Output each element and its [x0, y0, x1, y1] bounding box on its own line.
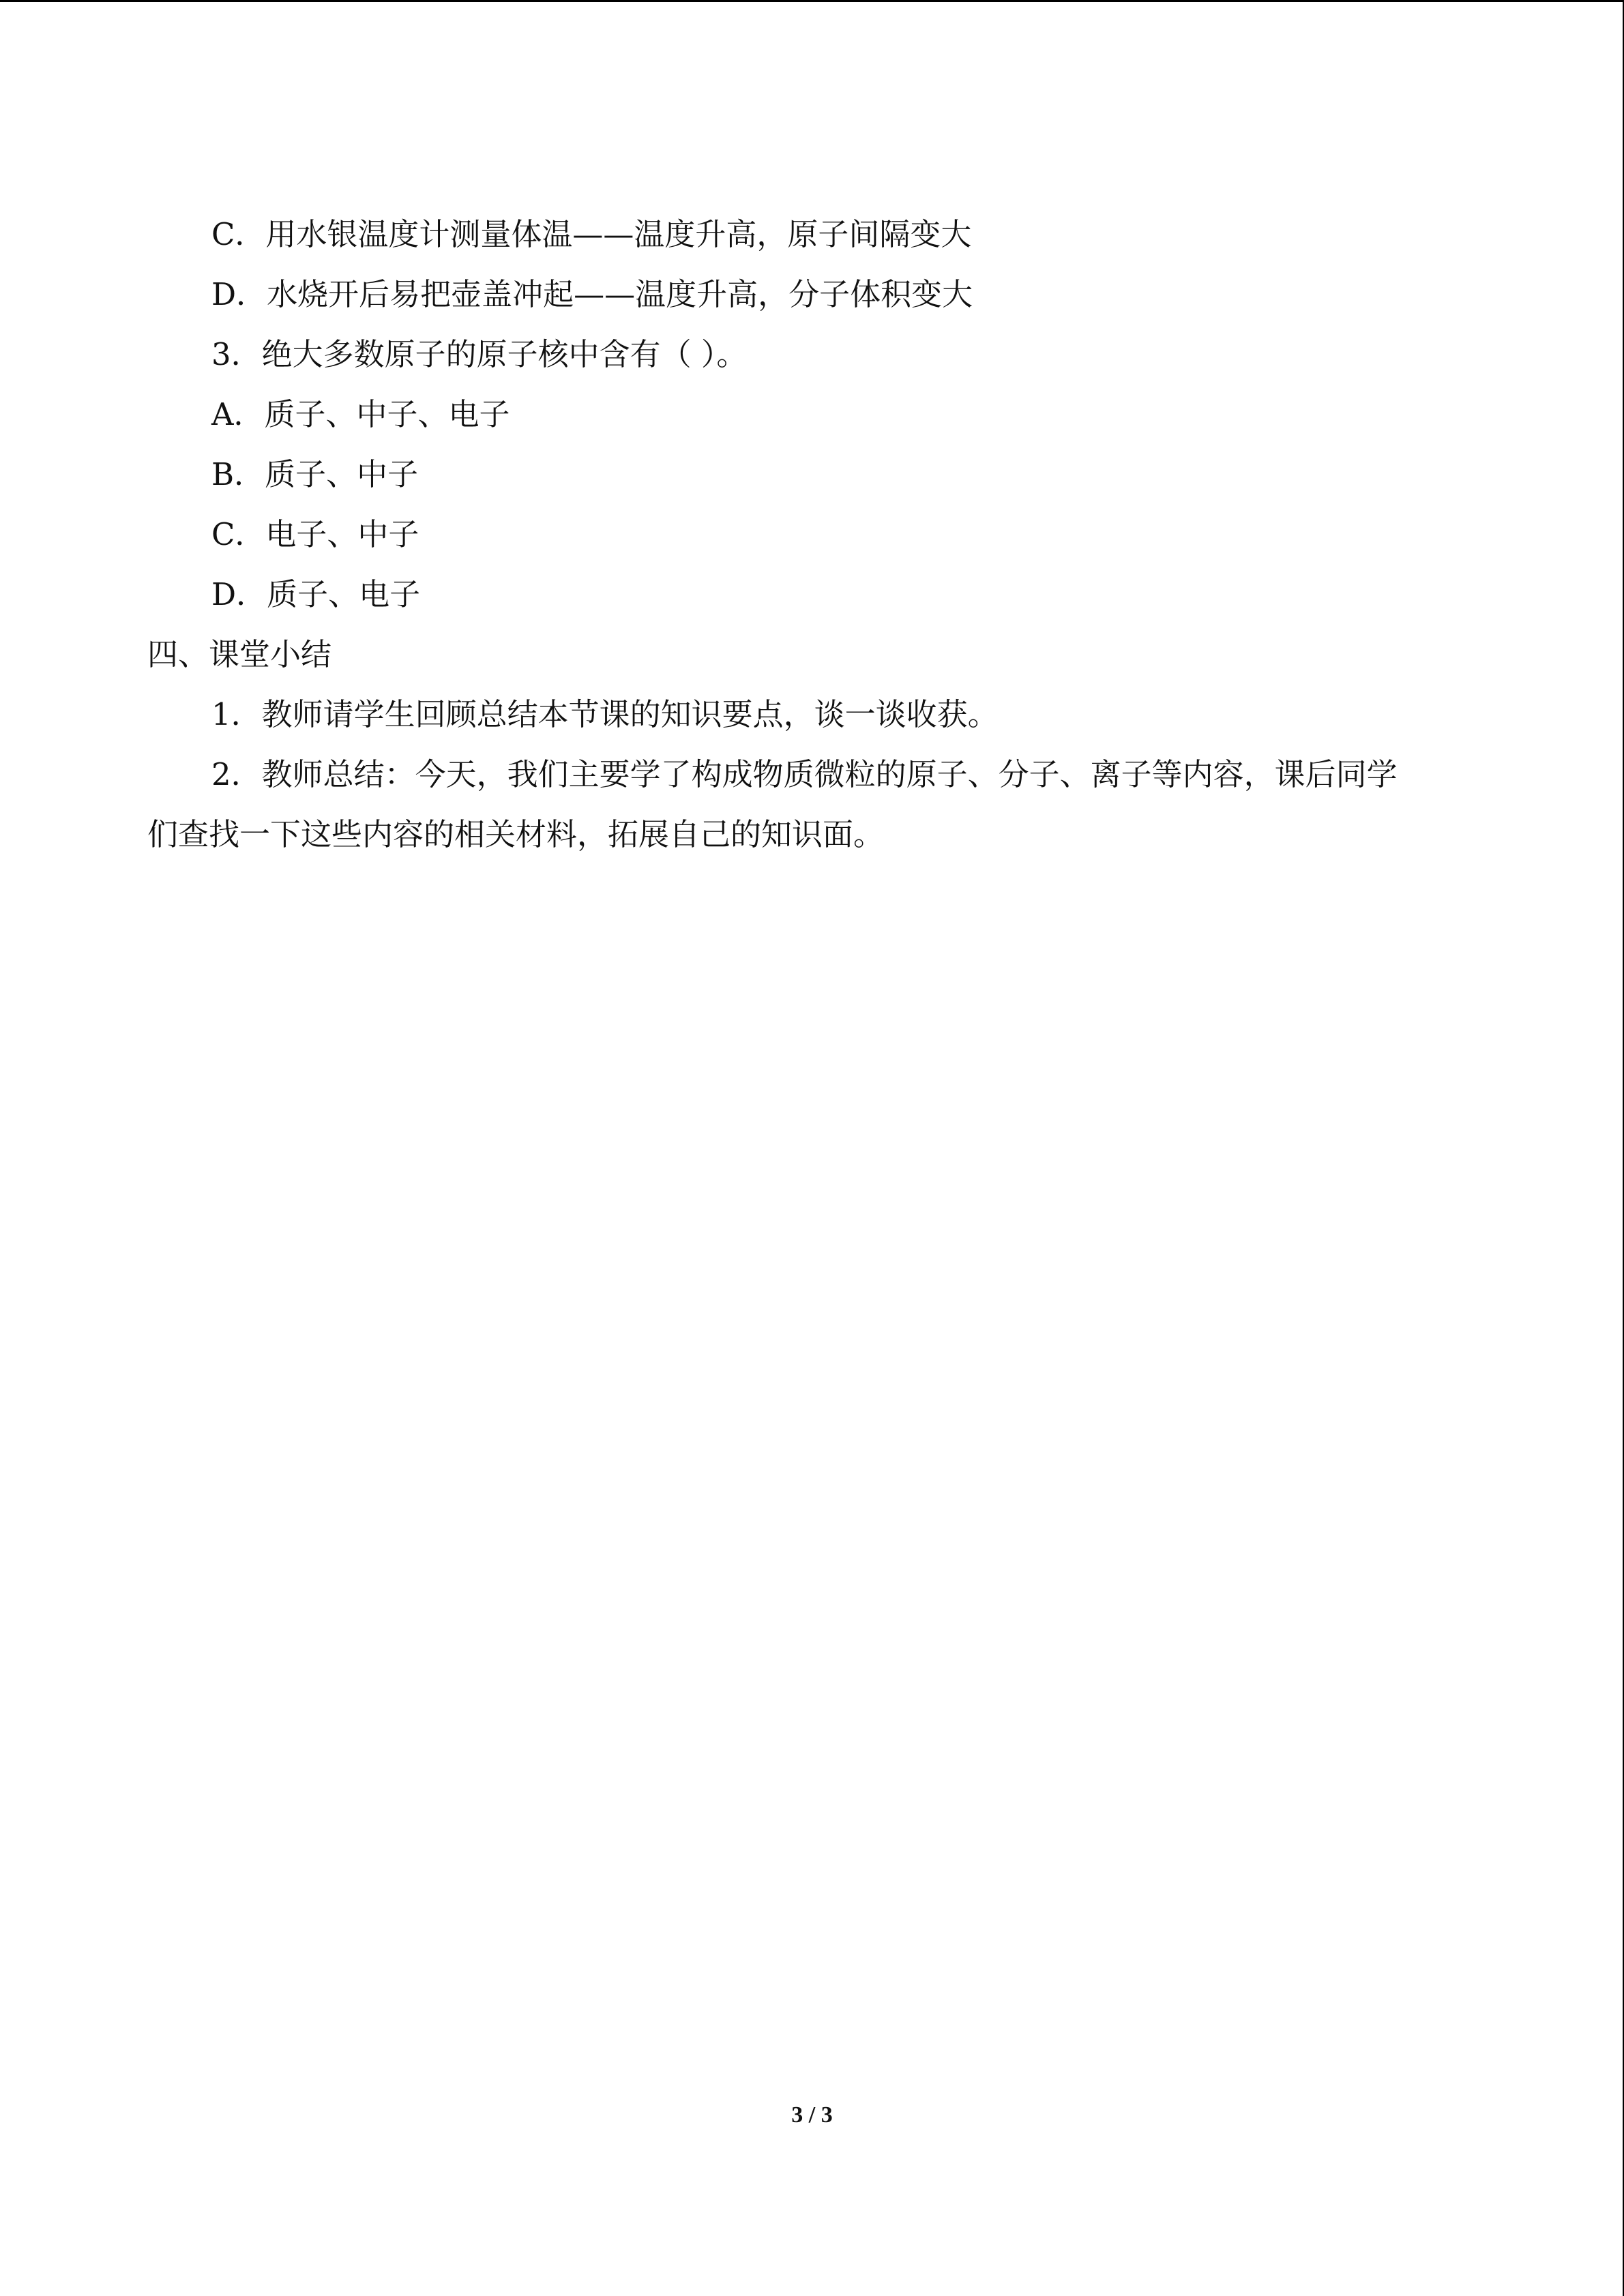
- option-d-kettle: D．水烧开后易把壶盖冲起——温度升高，分子体积变大: [211, 276, 973, 312]
- question-3-option-d: D．质子、电子: [211, 576, 421, 612]
- question-3: 3．绝大多数原子的原子核中含有（ ）。: [211, 336, 748, 372]
- question-3-option-c: C．电子、中子: [211, 516, 419, 552]
- option-c-thermometer: C．用水银温度计测量体温——温度升高，原子间隔变大: [211, 216, 972, 252]
- page-top-border: [0, 0, 1624, 2]
- summary-item-1: 1．教师请学生回顾总结本节课的知识要点，谈一谈收获。: [211, 696, 999, 732]
- page-number: 3 / 3: [791, 2102, 833, 2128]
- question-3-option-b: B．质子、中子: [211, 456, 419, 492]
- question-3-option-a: A．质子、中子、电子: [211, 396, 510, 432]
- summary-item-2: 2．教师总结：今天，我们主要学了构成物质微粒的原子、分子、离子等内容，课后同学: [211, 756, 1398, 792]
- summary-item-2-continued: 们查找一下这些内容的相关材料，拓展自己的知识面。: [147, 816, 885, 852]
- section-heading-summary: 四、课堂小结: [147, 636, 332, 672]
